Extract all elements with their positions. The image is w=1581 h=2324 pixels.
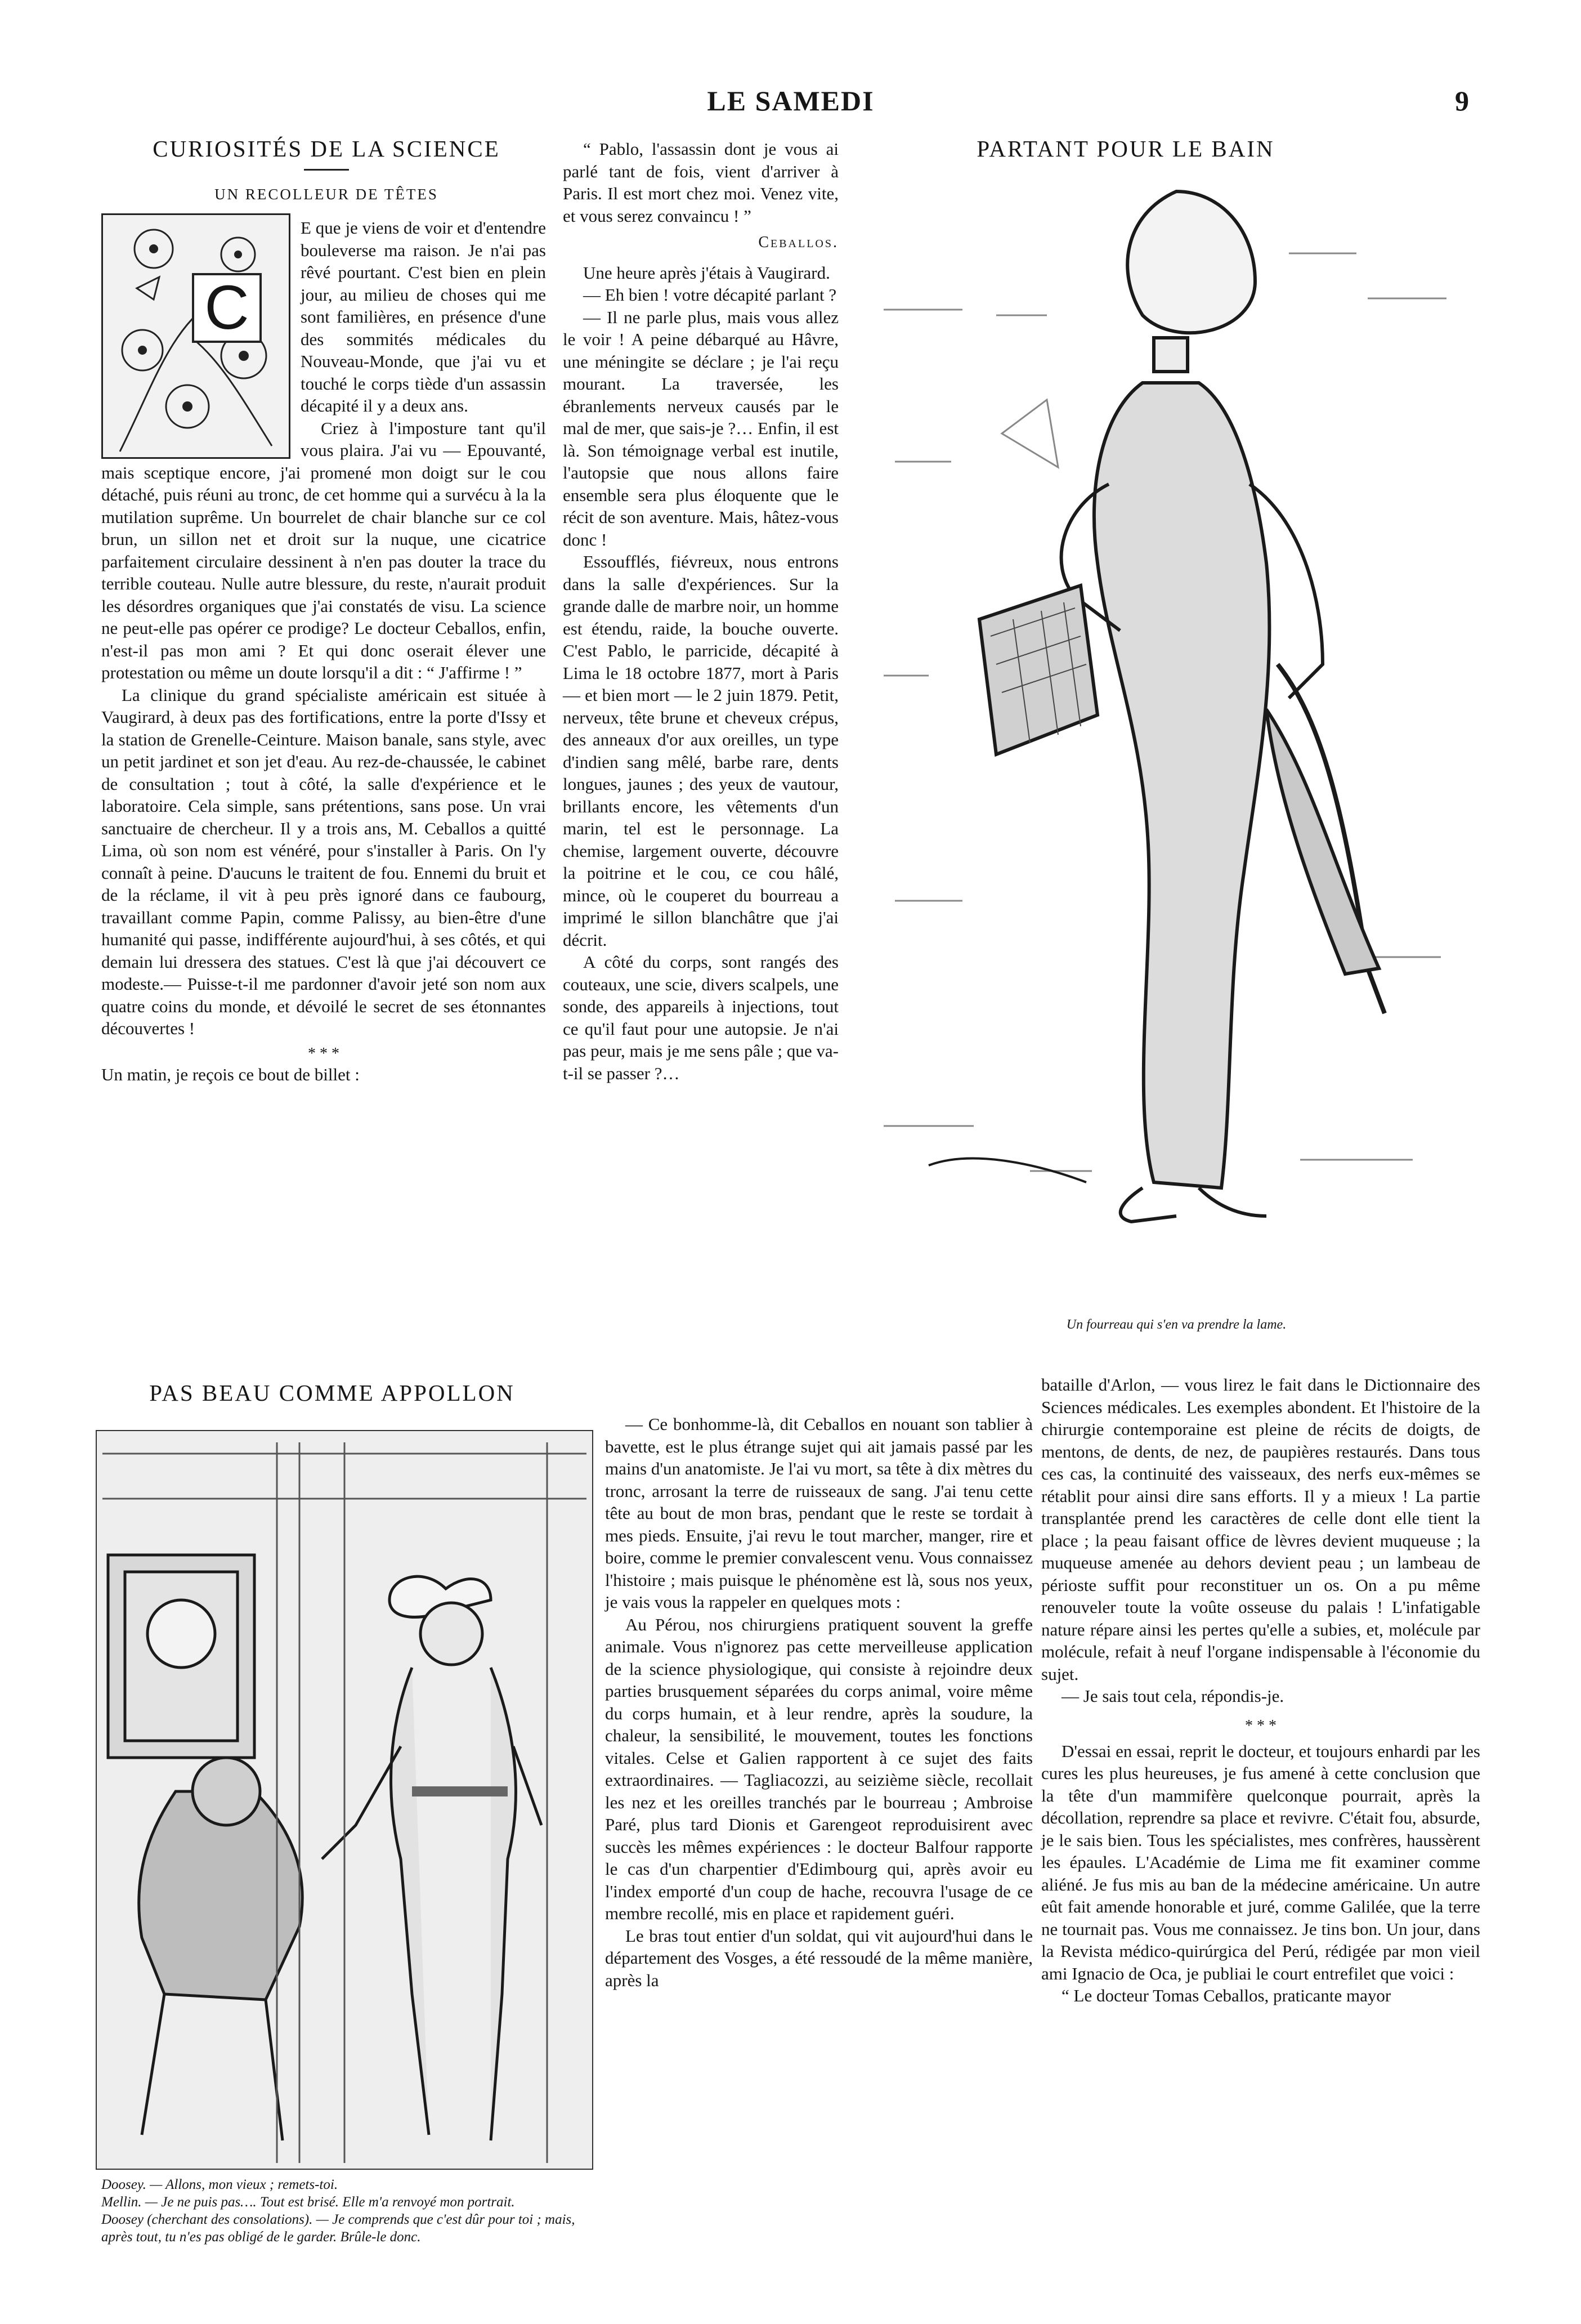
paragraph: D'essai en essai, reprit le docteur, et toujours enhardi par les cures les plus heureuses, je fus amené à cette conclusion que la tête d'un mammifère quelconque pourrait, après la décollation, reprendre sa place et revivre. C'était fou, absurde, je le sais bien. Tous les spécialistes, mes confrères, haussèrent les épaules. L'Académie de Lima me fit examiner comme aliéné. Je fus mis au ban de la médecine américaine. Un autre eût fait amende honorable et juré, comme Galilée, que la terre ne tournait pas. Vous me connaissez. Je tins bon. Un jour, dans la Revista médico-quirúrgica del Perú, rédigée par mon vieil ami Ignacio de Oca, je publiai le court entrefilet que voici : bbox=[1041, 1741, 1480, 1983]
paragraph: Une heure après j'étais à Vaugirard. bbox=[583, 262, 830, 283]
paragraph: E que je viens de voir et d'entendre bouleverse ma raison. Je n'ai pas rêvé pourtant. C'est bien en plein jour, au milieu de choses qui me sont familières, en présence d'une des sommités médicales du Nouveau-Monde, que j'ai vu et touché le corps tiède d'un assassin décapité il y a deux ans. bbox=[301, 218, 546, 415]
paragraph: — Ce bonhomme-là, dit Ceballos en nouant son tablier à bavette, est le plus étrange sujet qui ait jamais passé par les mains d'un anatomiste. Je l'ai vu mort, sa tête à dix mètres du tronc, arrosant la terre de ruisseaux de sang. J'ai tenu cette tête au bout de mon bras, pendant que le reste se tordait à mes pieds. Ensuite, j'ai revu le tout marcher, manger, rire et boire, comme le premier convalescent venu. Vous connaissez l'histoire ; mais puisque le phénomène est là, sous nos yeux, je vais vous la rappeler en quelques mots : bbox=[605, 1414, 1033, 1612]
caption-line: Mellin. — Je ne puis pas…. Tout est brisé. Elle m'a renvoyé mon portrait. bbox=[101, 2195, 515, 2210]
col3-lower-text bbox=[1041, 1374, 1480, 2007]
paragraph: Essoufflés, fiévreux, nous entrons dans la salle d'expériences. Sur la grande dalle de marbre noir, un homme est étendu, raide, la bouche ouverte. C'est Pablo, le parricide, décapité à Lima le 18 octobre 1877, mort à Paris — et bien mort — le 2 juin 1879. Petit, nerveux, tête brune et cheveux crépus, des anneaux d'or aux oreilles, un type d'indien sang mêlé, barbe rare, dents longues, jaunes ; des yeux de vautour, brillants encore, les vêtements d'un marin, tel est le personnage. La chemise, largement ouverte, découvre la poitrine et le cou, ce cou hâlé, mince, où le couperet du bourreau a imprimé le sillon blanchâtre que j'ai décrit. bbox=[563, 552, 839, 950]
article-subtitle: UN RECOLLEUR DE TÊTES bbox=[214, 186, 438, 203]
paragraph: “ Pablo, l'assassin dont je vous ai parlé tant de fois, vient d'arriver à Paris. Il est mort chez moi. Venez vite, et vous serez convaincu ! ” bbox=[563, 139, 839, 226]
section-title-curiosites: CURIOSITÉS DE LA SCIENCE bbox=[153, 136, 500, 162]
letter-signature: Ceballos. bbox=[758, 234, 839, 251]
drop-cap-letter: C bbox=[204, 273, 249, 342]
paragraph: bataille d'Arlon, — vous lirez le fait dans le Dictionnaire des Sciences médicales. Les exemples abondent. Et l'histoire de la chirurgie contemporaine est pleine de récits de doigts, de mentons, de dents, de nez, de paupières restaurés. Dans tous ces cas, la continuité des vaisseaux, des nerfs eux-mêmes se rétablit pour ainsi dire sans efforts. Il y a mieux ! La partie transplantée prend les caractères de celle dont elle tient la place ; la peau faisant office de lèvres devient muqueuse ; la muqueuse amenée au dehors devient peau ; un lambeau de périoste suffit pour reconstituer un os. On a pu même renouveler toute la voûte osseuse du palais ! L'infatigable nature répare ainsi les pertes qu'elle a subies, et, molécule par molécule, refait à neuf l'organe indispensable à l'économie du sujet. bbox=[1041, 1375, 1480, 1684]
section-title-bain: PARTANT POUR LE BAIN bbox=[977, 136, 1275, 162]
paragraph: “ Le docteur Tomas Ceballos, praticante mayor bbox=[1062, 1986, 1391, 2005]
page-header-title: LE SAMEDI bbox=[707, 85, 875, 117]
paragraph: Le bras tout entier d'un soldat, qui vit aujourd'hui dans le département des Vosges, a été ressoudé de la même manière, après la bbox=[605, 1925, 1033, 1990]
col1-text bbox=[101, 217, 546, 1085]
paragraph: — Eh bien ! votre décapité parlant ? bbox=[583, 285, 837, 305]
drop-cap-illustration bbox=[101, 213, 290, 459]
page-number: 9 bbox=[1455, 85, 1469, 117]
paragraph: La clinique du grand spécialiste américain est située à Vaugirard, à deux pas des fortifications, entre la porte d'Issy et la station de Grenelle-Ceinture. Maison banale, sans style, avec un petit jardinet et son jet d'eau. Au rez-de-chaussée, le cabinet de consultation ; tout à côté, la salle d'expérience et le laboratoire. Cela simple, sans prétentions, sans pose. Un vrai sanctuaire de chercheur. Il y a trois ans, M. Ceballos a quitté Lima, où son nom est vénéré, pour s'installer à Paris. On l'y connaît à peine. D'aucuns le traitent de fou. Ennemi du bruit et de la réclame, il vit à peu près ignoré dans ce faubourg, travaillant comme Papin, comme Palissy, au bien-être d'une humanité qui passe, indifférente aujourd'hui, à ses côtés, et qui demain lui dressera des statues. C'est là que j'ai découvert ce modeste.— Puisse-t-il me pardonner d'avoir jeté son nom aux quatre coins du monde, et dévoilé le secret de ses étonnantes découvertes ! bbox=[101, 685, 546, 1038]
section-stars: * * * bbox=[1245, 1717, 1277, 1735]
title-rule bbox=[304, 169, 349, 171]
woman-with-basket-icon bbox=[861, 169, 1480, 1306]
col-mid-lower-text bbox=[605, 1413, 1033, 1991]
paragraph: Un matin, je reçois ce bout de billet : bbox=[101, 1064, 360, 1084]
two-men-cartoon-icon bbox=[97, 1431, 592, 2169]
col2-text bbox=[563, 138, 839, 1084]
paragraph: Au Pérou, nos chirurgiens pratiquent souvent la greffe animale. Vous n'ignorez pas cette merveilleuse application de la science physiologique, qui consiste à rejoindre deux parties brusquement séparées du corps animal, voire même du corps humain, et à leur rendre, après la soudure, la chaleur, la sensibilité, le mouvement, toutes les fonctions vitales. Celse et Galien rapportent à ce sujet des faits extraordinaires. — Tagliacozzi, au seizième siècle, recollait les nez et les oreilles tranchés par le bourreau ; Ambroise Paré, plus tard Dionis et Garengeot reproduisirent avec succès les mêmes expériences : le docteur Balfour rapporte le cas d'un charpentier d'Edimbourg qui, après avoir eu l'index emporté d'un coup de hache, recouvra l'usage de ce membre recollé, mis en place et rapidement guéri. bbox=[605, 1614, 1033, 1923]
caption-line: Doosey (cherchant des consolations). — Je comprends que c'est dûr pour toi ; mais, après tout, tu n'es pas obligé de le garder. Brûle-le donc. bbox=[101, 2212, 575, 2245]
illustration-caption: Un fourreau qui s'en va prendre la lame. bbox=[1066, 1317, 1287, 1332]
section-stars: * * * bbox=[308, 1044, 339, 1062]
illustration-woman-bathing bbox=[861, 169, 1480, 1306]
cartoon-caption bbox=[101, 2176, 580, 2246]
paragraph: — Je sais tout cela, répondis-je. bbox=[1062, 1686, 1284, 1706]
paragraph: — Il ne parle plus, mais vous allez le voir ! A peine débarqué au Hâvre, une méningite se déclare ; je l'ai reçu mourant. La traversée, les ébranlements nerveux causés par le mal de mer, que sais-je ?… Enfin, il est là. Son témoignage verbal est inutile, l'autopsie que nous allons faire ensemble sera plus éloquente que le récit de son aventure. Mais, hâtez-vous donc ! bbox=[563, 307, 839, 549]
paragraph: A côté du corps, sont rangés des couteaux, une scie, divers scalpels, une sonde, des appareils à injections, tout ce qu'il faut pour une autopsie. Je n'ai pas peur, mais je me sens pâle ; que va-t-il se passer ?… bbox=[563, 952, 839, 1083]
paragraph: Criez à l'imposture tant qu'il vous plaira. J'ai vu — Epouvanté, mais sceptique encore, j'ai promené mon doigt sur le cou détaché, puis réuni au tronc, de cet homme qui a survécu à la la mutilation suprême. Un bourrelet de chair blanche sur ce col brun, un sillon net et droit sur la nuque, une cicatrice parfaitement circulaire dessinent à n'en pas douter la trace du terrible couteau. Nulle autre blessure, du reste, n'aurait produit les désordres organiques que j'ai constatés de visu. La science ne peut-elle pas opérer ce prodige? Le docteur Ceballos, enfin, n'est-il pas mon ami ? Et qui donc oserait élever une protestation ou même un doute lorsqu'il a dit : “ J'affirme ! ” bbox=[101, 418, 546, 682]
cartoon-illustration bbox=[96, 1430, 593, 2170]
section-title-appollon: PAS BEAU COMME APPOLLON bbox=[149, 1380, 515, 1406]
caption-line: Doosey. — Allons, mon vieux ; remets-toi. bbox=[101, 2177, 338, 2192]
